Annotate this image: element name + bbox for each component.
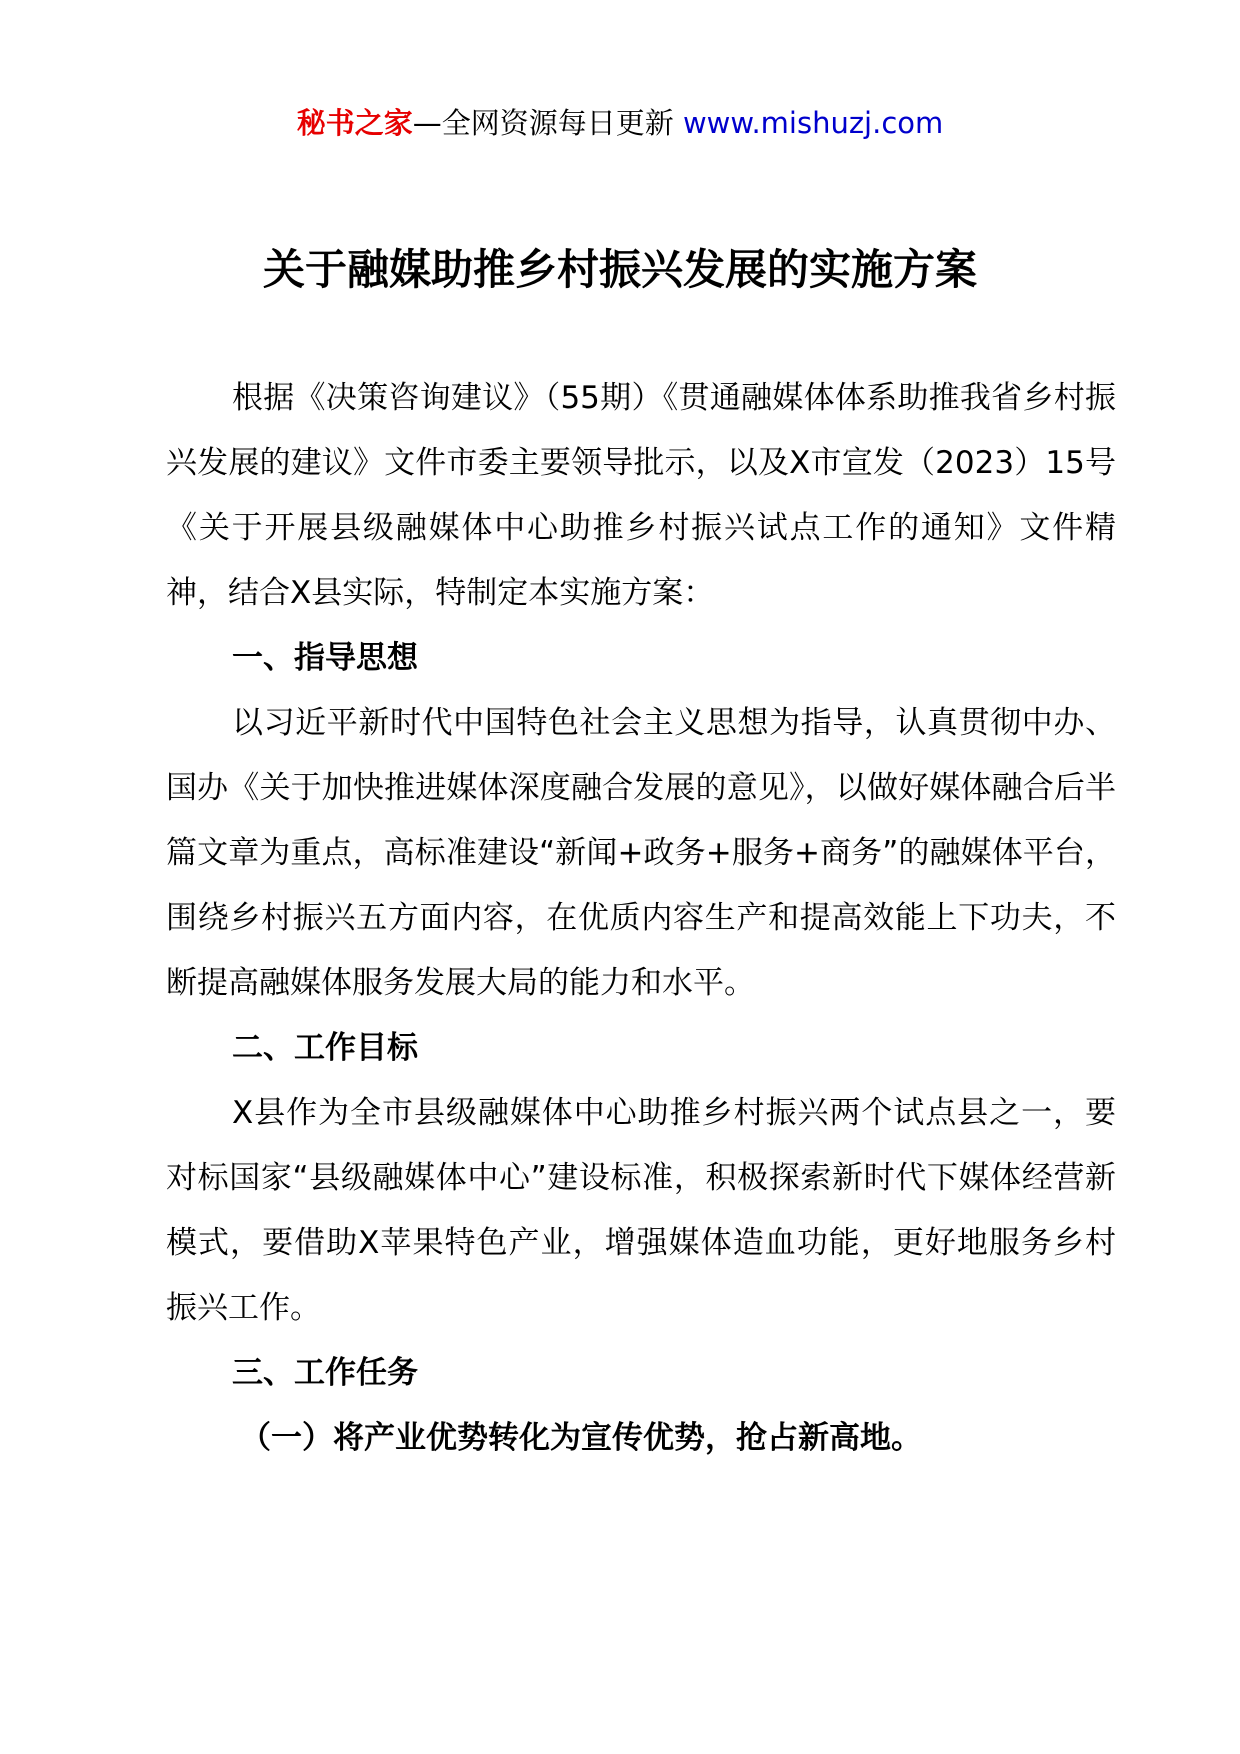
section-heading-work-goals: 二、工作目标 [232, 1030, 418, 1066]
section-paragraph-guiding-ideology: 以习近平新时代中国特色社会主义思想为指导，认真贯彻中办、国办《关于加快推进媒体深度融合发展的意见》，以做好媒体融合后半篇文章为重点，高标准建设“新闻+政务+服务+商务”的融媒体平台，围绕乡村振兴五方面内容，在优质内容生产和提高效能上下功夫，不断提高融媒体服务发展大局的能力和水平。 [166, 705, 1116, 1001]
document-body [166, 366, 1116, 1471]
site-header [0, 100, 1240, 146]
intro-paragraph: 根据《决策咨询建议》（55期）《贯通融媒体体系助推我省乡村振兴发展的建议》文件市委主要领导批示，以及X市宣发（2023）15号《关于开展县级融媒体中心助推乡村振兴试点工作的通知》文件精神，结合X县实际，特制定本实施方案： [166, 380, 1116, 611]
section-heading-work-tasks: 三、工作任务 [232, 1355, 418, 1391]
header-tagline: —全网资源每日更新 [412, 106, 674, 140]
subsection-heading-task-1: （一）将产业优势转化为宣传优势，抢占新高地。 [240, 1420, 922, 1456]
site-url-link[interactable]: www.mishuzj.com [682, 106, 944, 140]
section-paragraph-work-goals: X县作为全市县级融媒体中心助推乡村振兴两个试点县之一，要对标国家“县级融媒体中心”建设标准，积极探索新时代下媒体经营新模式，要借助X苹果特色产业，增强媒体造血功能，更好地服务乡村振兴工作。 [166, 1095, 1116, 1326]
document-title: 关于融媒助推乡村振兴发展的实施方案 [262, 245, 977, 294]
section-heading-guiding-ideology: 一、指导思想 [232, 640, 418, 676]
brand-name: 秘书之家 [296, 106, 413, 140]
